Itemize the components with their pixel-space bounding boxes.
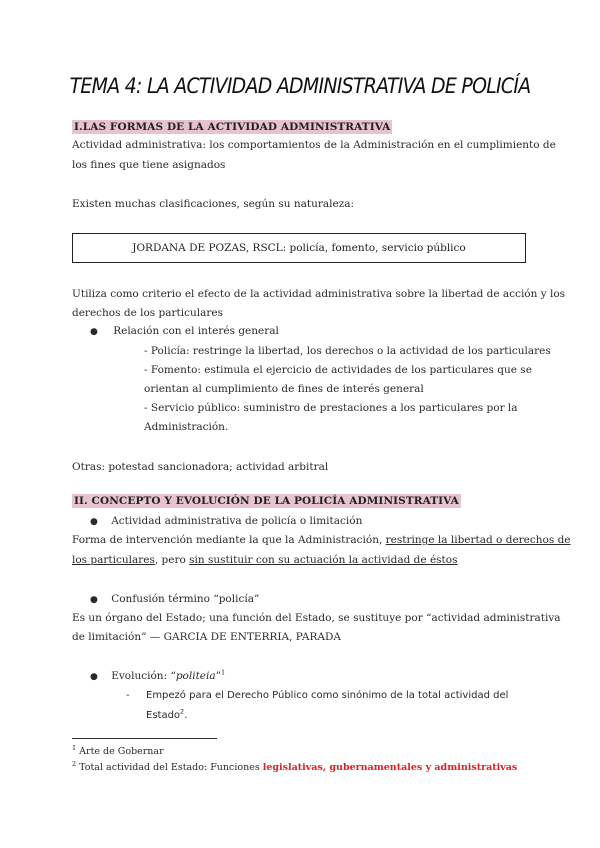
form-line2	[72, 551, 457, 570]
footnote-1-text: Arte de Gobernar	[79, 746, 164, 757]
footnote-2	[72, 760, 517, 775]
form-line2-underlined2: sin sustituir con su actuación la actividad de éstos	[189, 554, 458, 566]
sub-item-servicio-cont: Administración.	[144, 421, 229, 433]
others-line: Otras: potestad sancionadora; actividad arbitral	[72, 461, 329, 473]
criteria-line1: Utiliza como criterio el efecto de la actividad administrativa sobre la libertad de acción y los	[72, 288, 566, 300]
evolution-line2-end: .	[184, 710, 188, 721]
evolucion-pre: Evolución: “	[111, 670, 176, 682]
section1-heading-wrap	[72, 118, 392, 137]
footnote-1	[72, 744, 164, 759]
politeia-term: politeia	[175, 670, 216, 682]
evolucion-post: ”	[215, 670, 221, 682]
bullet-confusion	[90, 590, 259, 610]
definition-line2: los fines que tiene asignados	[72, 159, 226, 171]
evolution-dash: -	[126, 690, 130, 701]
confusion-line2: de limitación” — GARCIA DE ENTERRIA, PARADA	[72, 631, 341, 643]
form-line2-mid: , pero	[154, 554, 190, 566]
form-line1	[72, 531, 571, 550]
section2-heading-wrap	[72, 492, 461, 511]
bullet-policia-label: Actividad administrativa de policía o limitación	[111, 515, 363, 527]
page-title: TEMA 4: LA ACTIVIDAD ADMINISTRATIVA DE POLICÍA	[69, 74, 531, 98]
definition-line1: Actividad administrativa: los comportamientos de la Administración en el cumplimiento de	[72, 139, 556, 151]
confusion-line1: Es un órgano del Estado; una función del Estado, se sustituye por “actividad administrativa	[72, 612, 561, 624]
form-line2-underlined1: los particulares	[72, 554, 155, 566]
bullet-evolucion	[90, 667, 225, 687]
footnote-ref-2[interactable]: 2	[180, 707, 185, 716]
bullet-policia	[90, 512, 362, 532]
footnote-2-red: legislativas, gubernamentales y administrativas	[262, 762, 518, 773]
sub-item-fomento-cont: orientan al cumplimiento de fines de interés general	[144, 383, 424, 395]
form-line1-underlined: restringe la libertad o derechos de	[385, 534, 571, 546]
evolution-line2	[146, 706, 187, 725]
bullet-icon: ●	[90, 595, 98, 605]
sub-item-fomento: - Fomento: estimula el ejercicio de actividades de los particulares que se	[144, 364, 532, 376]
classifications-intro: Existen muchas clasificaciones, según su naturaleza:	[72, 198, 355, 210]
bullet-confusion-label: Confusión término “policía”	[111, 593, 260, 605]
bullet-icon: ●	[90, 327, 98, 337]
footnote-1-num: 1	[72, 743, 77, 752]
evolution-line1: Empezó para el Derecho Público como sinónimo de la total actividad del	[146, 690, 509, 701]
section1-heading: I.LAS FORMAS DE LA ACTIVIDAD ADMINISTRATIVA	[74, 121, 391, 133]
bullet-item	[90, 322, 279, 342]
criteria-line2: derechos de los particulares	[72, 307, 223, 319]
bullet-icon: ●	[90, 517, 98, 527]
sub-item-policia: - Policía: restringe la libertad, los derechos o la actividad de los particulares	[144, 345, 551, 357]
footnote-divider	[72, 738, 217, 739]
footnote-2-num: 2	[72, 759, 77, 768]
form-line1-text: Forma de intervención mediante la que la Administración,	[72, 534, 386, 546]
bullet-evolucion-label	[111, 670, 225, 682]
footnote-2-text: Total actividad del Estado: Funciones	[79, 762, 263, 773]
evolution-line2-text: Estado	[146, 710, 181, 721]
sub-item-servicio: - Servicio público: suministro de prestaciones a los particulares por la	[144, 402, 518, 414]
section2-heading: II. CONCEPTO Y EVOLUCIÓN DE LA POLICÍA ADMINISTRATIVA	[74, 495, 459, 507]
classification-box: JORDANA DE POZAS, RSCL: policía, fomento, servicio público	[72, 233, 526, 263]
footnote-ref-1[interactable]: 1	[221, 668, 226, 677]
bullet-label: Relación con el interés general	[113, 325, 279, 337]
bullet-icon: ●	[90, 672, 98, 682]
